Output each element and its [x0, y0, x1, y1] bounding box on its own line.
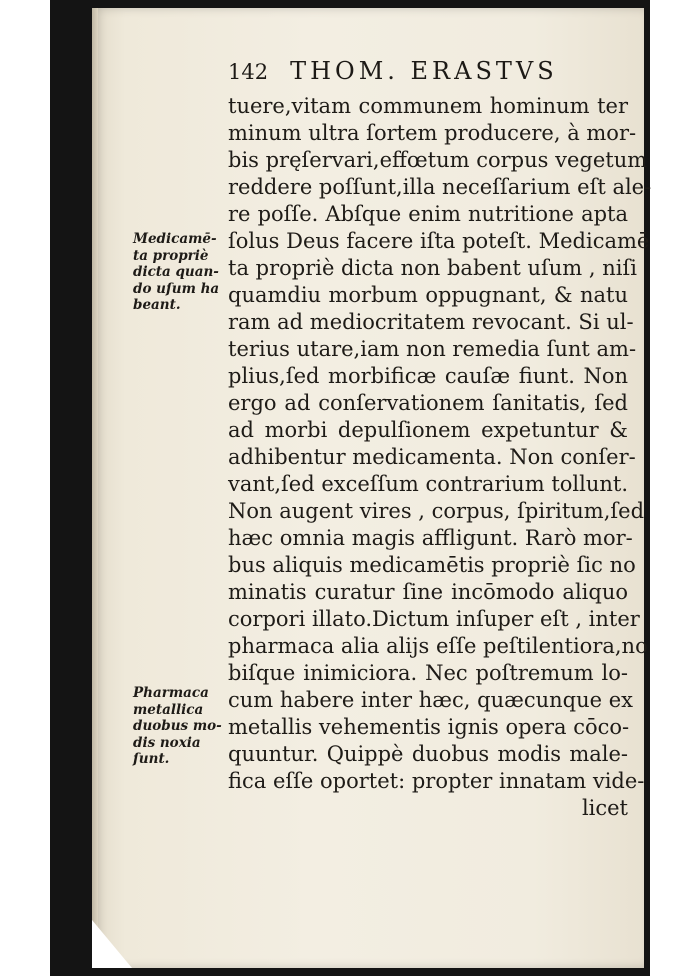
margin-note-medicamenta — [133, 231, 225, 314]
margin-note-line: do uſum ha — [133, 280, 220, 297]
text-line: quamdiu morbum oppugnant, & natu — [228, 283, 628, 307]
text-line: fica eſſe oportet: propter innatam vide- — [228, 769, 645, 793]
text-line: re poſſe. Abſque enim nutritione apta — [228, 202, 628, 226]
margin-note-line: ſunt. — [133, 751, 170, 767]
margin-note-line: Medicamē- — [133, 231, 217, 247]
margin-note-line: Pharmaca — [133, 685, 209, 701]
margin-note-line: beant. — [133, 297, 181, 313]
text-line: ram ad mediocritatem revocant. Si ul- — [228, 310, 634, 334]
body-text — [228, 93, 652, 822]
page-number: 142 — [228, 60, 269, 84]
margin-note-line: duobus mo- — [133, 718, 222, 734]
text-line: vant,ſed exceſſum contrarium tollunt. — [228, 472, 628, 496]
text-line: plius,ſed morbificæ cauſæ fiunt. Non — [228, 364, 628, 388]
text-line: biſque inimiciora. Nec poſtremum lo- — [228, 661, 628, 685]
margin-note-line: dicta quan- — [133, 264, 219, 280]
margin-note-pharmaca — [133, 685, 225, 768]
margin-note-line: dis noxia — [133, 734, 201, 751]
text-line: ta propriè dicta non babent uſum , niſi — [228, 256, 637, 280]
text-line: reddere poſſunt,illa neceſſarium eſt ale- — [228, 175, 652, 199]
text-line: ſolus Deus facere iſta poteſt. Medicamē — [228, 229, 650, 253]
text-line: hæc omnia magis affligunt. Rarò mor- — [228, 526, 633, 550]
running-head: THOM. ERASTVS — [290, 57, 558, 85]
text-line: adhibentur medicamenta. Non conſer- — [228, 445, 636, 469]
text-line: minum ultra ſortem producere, à mor- — [228, 121, 637, 145]
text-line: ergo ad conſervationem ſanitatis, ſed — [228, 391, 628, 415]
text-line: metallis vehementis ignis opera cōco- — [228, 715, 630, 739]
text-line: bus aliquis medicamētis propriè ſic no — [228, 553, 636, 577]
text-line: minatis curatur ſine incōmodo aliquo — [228, 580, 628, 604]
text-line: terius utare,iam non remedia ſunt am- — [228, 337, 637, 361]
text-line: quuntur. Quippè duobus modis male- — [228, 742, 628, 766]
page-gutter-edge — [92, 8, 98, 968]
text-line: pharmaca alia alijs eſſe peſtilentiora,no — [228, 634, 648, 658]
page-corner — [92, 920, 132, 968]
text-line: ad morbi depulſionem expetuntur & — [228, 418, 628, 442]
text-line: corpori illato.Dictum inſuper eſt , inter — [228, 607, 640, 631]
text-line: tuere,vitam communem hominum ter — [228, 94, 628, 118]
text-line: bis pręſervari,effœtum corpus vegetum — [228, 148, 648, 172]
page-header — [228, 57, 588, 91]
text-line: cum habere inter hæc, quæcunque ex — [228, 688, 633, 712]
catchword: licet — [581, 796, 628, 820]
text-line: Non augent vires , corpus, ſpiritum,ſed — [228, 499, 645, 523]
margin-note-line: ta propriè — [133, 247, 209, 264]
margin-note-line: metallica — [133, 701, 204, 718]
